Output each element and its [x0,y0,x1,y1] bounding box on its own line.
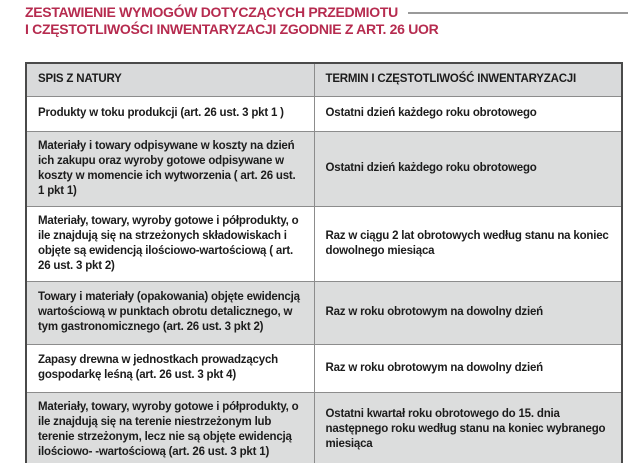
table-header-row [26,63,622,96]
title-horizontal-rule [408,12,628,14]
cell-frequency: Raz w roku obrotowym na dowolny dzień [314,281,622,344]
cell-subject: Zapasy drewna w jednostkach prowadzących gospodarkę leśną (art. 26 ust. 3 pkt 4) [26,344,314,392]
page-title-text-line1: ZESTAWIENIE WYMOGÓW DOTYCZĄCYCH PRZEDMIOTU [25,4,398,20]
cell-frequency: Ostatni kwartał roku obrotowego do 15. dnia następnego roku według stanu na koniec wybranego miesiąca [314,392,622,463]
page-title [25,4,631,38]
table-row [26,344,622,392]
cell-subject: Materiały, towary, wyroby gotowe i półprodukty, o ile znajdują się na strzeżonych składowiskach i objęte są ewidencją ilościowo-wartościową ( art. 26 ust. 3 pkt 2) [26,206,314,281]
page-title-line1 [25,4,631,21]
cell-frequency: Ostatni dzień każdego roku obrotowego [314,131,622,206]
table-row [26,392,622,463]
cell-frequency: Raz w ciągu 2 lat obrotowych według stanu na koniec dowolnego miesiąca [314,206,622,281]
table-row [26,281,622,344]
cell-frequency: Raz w roku obrotowym na dowolny dzień [314,344,622,392]
column-header-termin-czestotliwosc: TERMIN I CZĘSTOTLIWOŚĆ INWENTARYZACJI [314,63,622,96]
table-row [26,96,622,131]
table-row [26,131,622,206]
inventory-requirements-table [25,62,623,463]
cell-subject: Towary i materiały (opakowania) objęte ewidencją wartościową w punktach obrotu detalicznego, w tym gastronomicznego (art. 26 ust. 3 pkt 2) [26,281,314,344]
table-row [26,206,622,281]
page-title-text-line2: I CZĘSTOTLIWOŚCI INWENTARYZACJI ZGODNIE Z ART. 26 UOR [25,21,439,37]
column-header-spis-z-natury: SPIS Z NATURY [26,63,314,96]
cell-frequency: Ostatni dzień każdego roku obrotowego [314,96,622,131]
cell-subject: Materiały, towary, wyroby gotowe i półprodukty, o ile znajdują się na terenie niestrzeżonym lub terenie strzeżonym, lecz nie są objęte ewidencją ilościowo- -wartościową (art. 26 ust. 3 pkt 1) [26,392,314,463]
cell-subject: Materiały i towary odpisywane w koszty na dzień ich zakupu oraz wyroby gotowe odpisywane w koszty w momencie ich wytworzenia ( art. 26 ust. 1 pkt 1) [26,131,314,206]
cell-subject: Produkty w toku produkcji (art. 26 ust. 3 pkt 1 ) [26,96,314,131]
